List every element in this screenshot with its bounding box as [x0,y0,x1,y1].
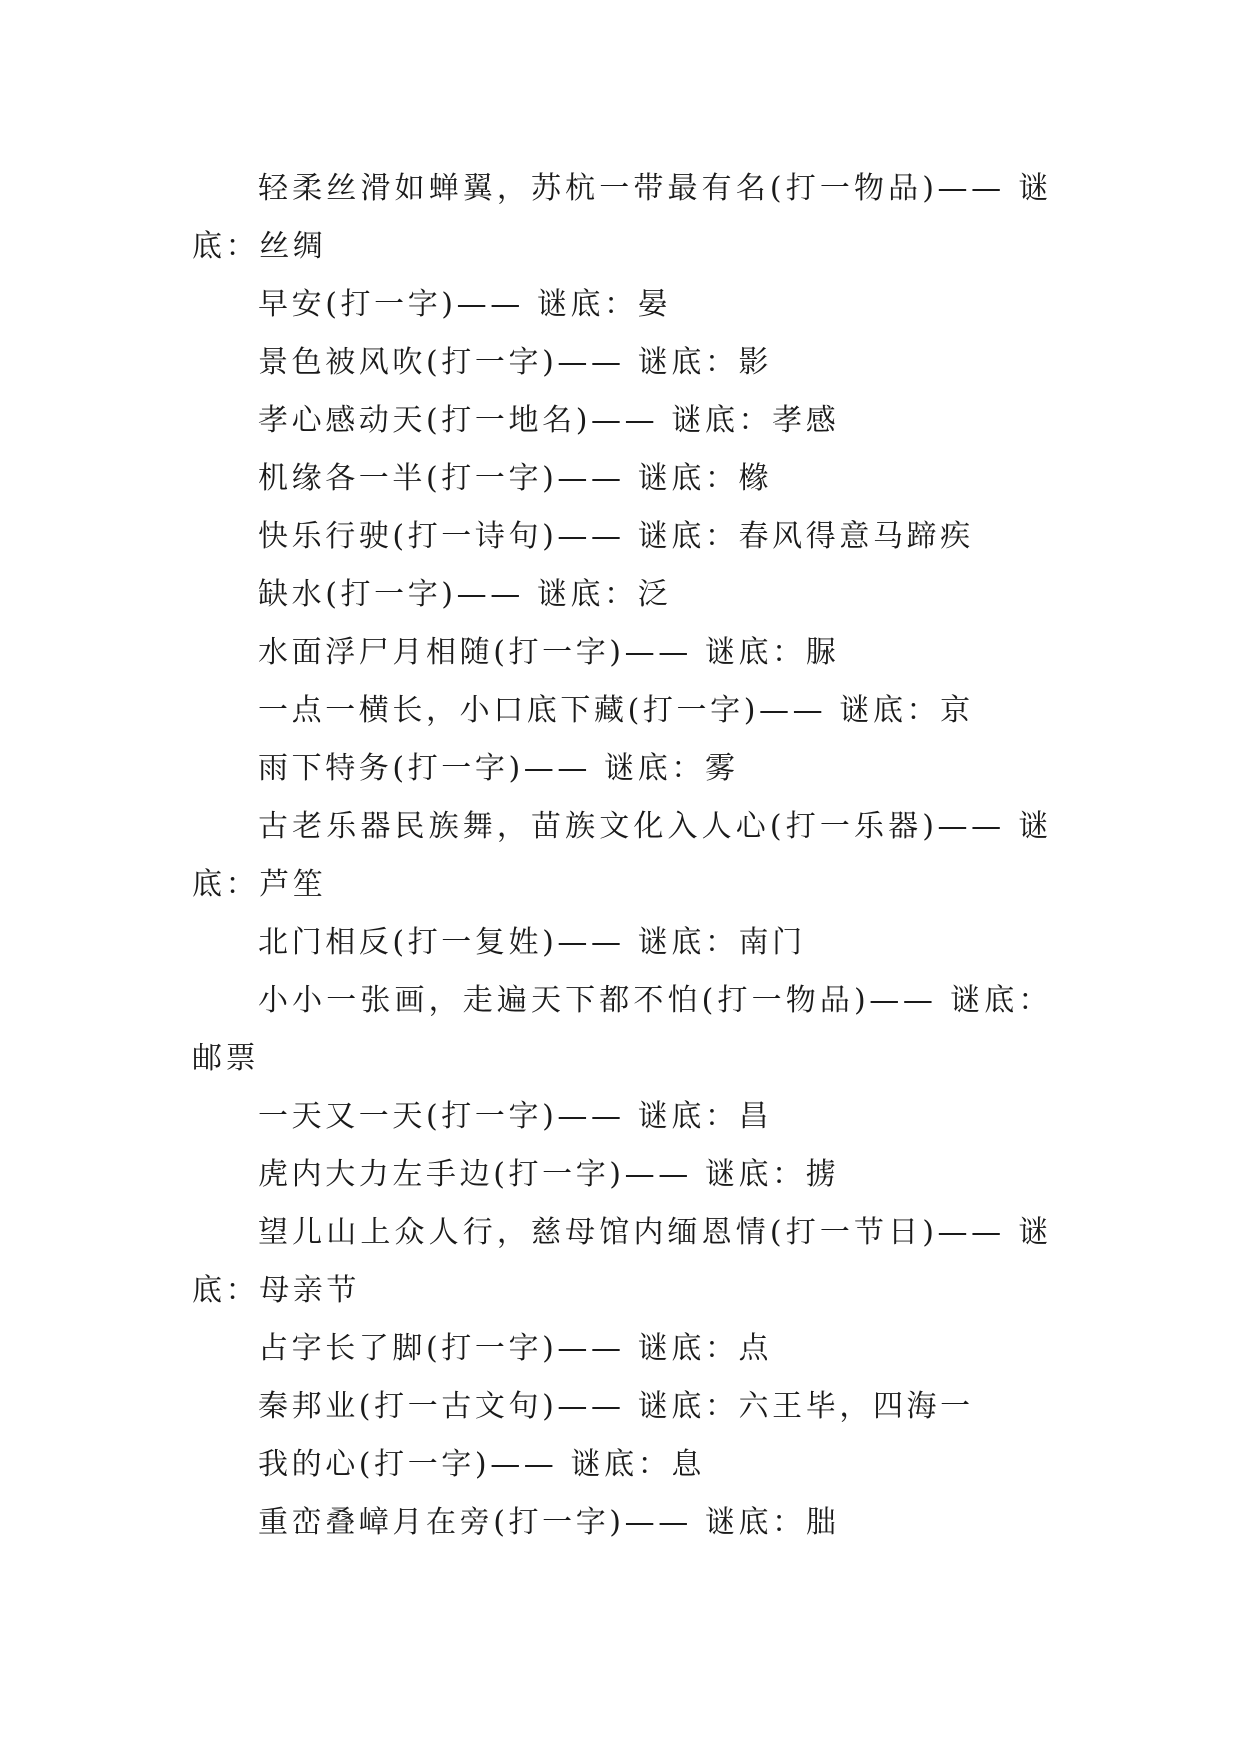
riddle-list [192,160,1052,1552]
riddle-item-11: 古老乐器民族舞，苗族文化入人心(打一乐器)—— 谜底：芦笙 [192,809,1052,902]
riddle-item-18: 秦邦业(打一古文句)—— 谜底：六王毕，四海一 [258,1389,974,1424]
riddle-item-10: 雨下特务(打一字)—— 谜底：雾 [258,751,739,786]
riddle-item-12: 北门相反(打一复姓)—— 谜底：南门 [258,925,806,960]
riddle-item-19: 我的心(打一字)—— 谜底：息 [258,1447,705,1482]
riddle-item-15: 虎内大力左手边(打一字)—— 谜底：掳 [258,1157,840,1192]
riddle-item-13: 小小一张画，走遍天下都不怕(打一物品)—— 谜底：邮票 [192,983,1052,1076]
riddle-item-8: 水面浮尸月相随(打一字)—— 谜底：脲 [258,635,840,670]
riddle-item-1: 轻柔丝滑如蝉翼，苏杭一带最有名(打一物品)—— 谜底：丝绸 [192,171,1052,264]
riddle-item-16: 望儿山上众人行，慈母馆内缅恩情(打一节日)—— 谜底：母亲节 [192,1215,1052,1308]
riddle-item-3: 景色被风吹(打一字)—— 谜底：影 [258,345,773,380]
riddle-item-7: 缺水(打一字)—— 谜底：泛 [258,577,672,612]
riddle-item-6: 快乐行驶(打一诗句)—— 谜底：春风得意马蹄疾 [258,519,974,554]
riddle-item-5: 机缘各一半(打一字)—— 谜底：橼 [258,461,773,496]
riddle-item-20: 重峦叠嶂月在旁(打一字)—— 谜底：朏 [258,1505,840,1540]
riddle-item-14: 一天又一天(打一字)—— 谜底：昌 [258,1099,773,1134]
riddle-item-4: 孝心感动天(打一地名)—— 谜底：孝感 [258,403,840,438]
riddle-item-17: 占字长了脚(打一字)—— 谜底：点 [258,1331,773,1366]
riddle-item-2: 早安(打一字)—— 谜底：晏 [258,287,672,322]
riddle-item-9: 一点一横长，小口底下藏(打一字)—— 谜底：京 [258,693,974,728]
